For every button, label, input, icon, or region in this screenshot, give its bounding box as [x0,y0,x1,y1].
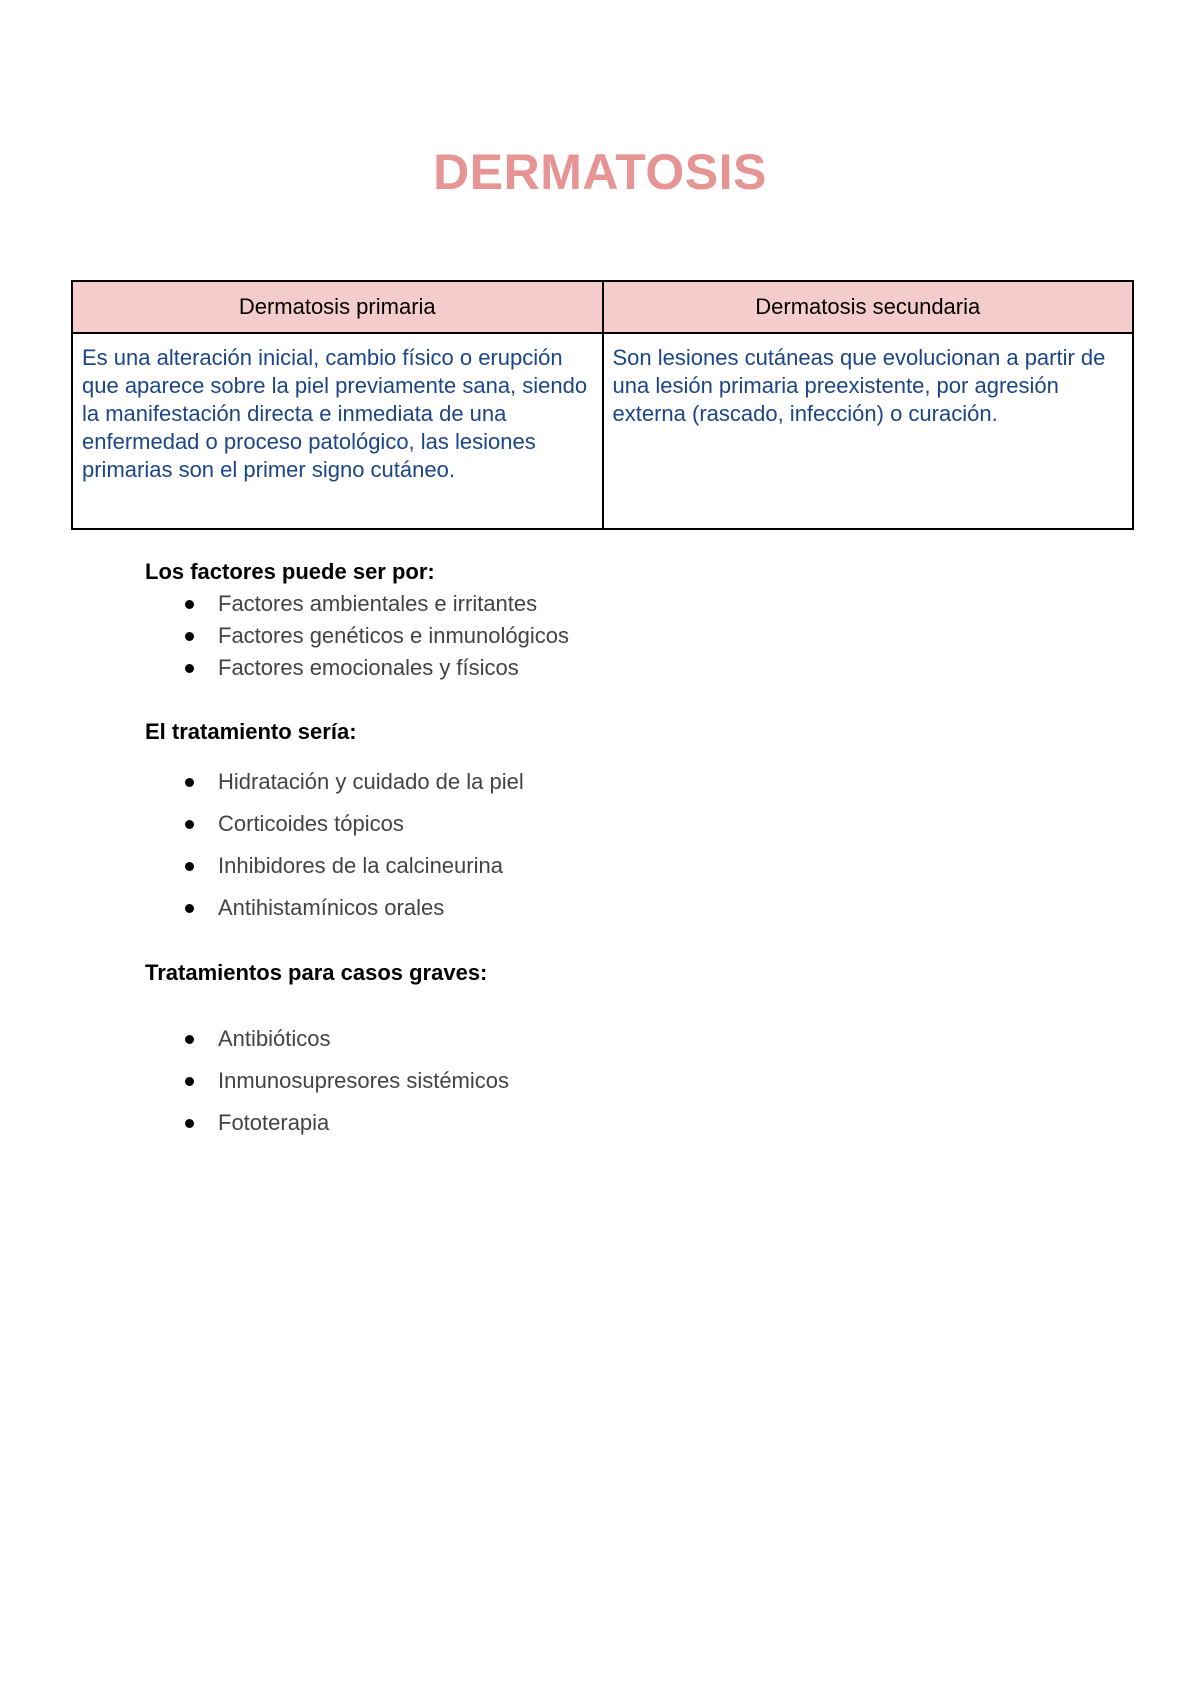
list-item-text: Fototerapia [218,1110,330,1135]
cell-primaria-definition: Es una alteración inicial, cambio físico o erupción que aparece sobre la piel previamente sana, siendo la manifestación directa e inmediata de una enfermedad o proceso patológico, las lesiones primarias son el primer signo cutáneo. [72,333,603,529]
bullet-icon [185,1119,194,1128]
bullet-icon [185,778,194,787]
list-item [145,768,1045,810]
list-item-text: Antibióticos [218,1026,331,1051]
list-item [145,1025,1045,1067]
header-primaria: Dermatosis primaria [72,281,603,333]
casos-graves-heading: Tratamientos para casos graves: [145,960,488,985]
dermatosis-comparison-table [71,280,1134,530]
casos-graves-section [145,959,1045,1151]
list-item-text: Factores genéticos e inmunológicos [218,623,569,648]
bullet-icon [185,1035,194,1044]
factores-list [145,590,1045,686]
tratamiento-heading: El tratamiento sería: [145,719,357,744]
factores-section [145,558,1045,686]
bullet-icon [185,1077,194,1086]
bullet-icon [185,600,194,609]
list-item-text: Inhibidores de la calcineurina [218,853,503,878]
casos-graves-list [145,1025,1045,1151]
list-item-text: Corticoides tópicos [218,811,404,836]
table-row [72,333,1133,529]
tratamiento-section [145,718,1045,936]
list-item [145,1067,1045,1109]
list-item-text: Factores emocionales y físicos [218,655,519,680]
bullet-icon [185,632,194,641]
list-item-text: Antihistamínicos orales [218,895,445,920]
bullet-icon [185,820,194,829]
list-item [145,622,1045,654]
document-title: DERMATOSIS [433,144,767,200]
bullet-icon [185,862,194,871]
list-item-text: Inmunosupresores sistémicos [218,1068,510,1093]
list-item [145,810,1045,852]
list-item [145,852,1045,894]
factores-heading: Los factores puede ser por: [145,559,435,584]
list-item-text: Factores ambientales e irritantes [218,591,538,616]
tratamiento-list [145,768,1045,936]
bullet-icon [185,904,194,913]
list-item [145,654,1045,686]
table-header-row [72,281,1133,333]
list-item [145,1109,1045,1151]
bullet-icon [185,664,194,673]
list-item-text: Hidratación y cuidado de la piel [218,769,524,794]
list-item [145,590,1045,622]
list-item [145,894,1045,936]
header-secundaria: Dermatosis secundaria [603,281,1134,333]
cell-secundaria-definition: Son lesiones cutáneas que evolucionan a partir de una lesión primaria preexistente, por agresión externa (rascado, infección) o curación. [603,333,1134,529]
